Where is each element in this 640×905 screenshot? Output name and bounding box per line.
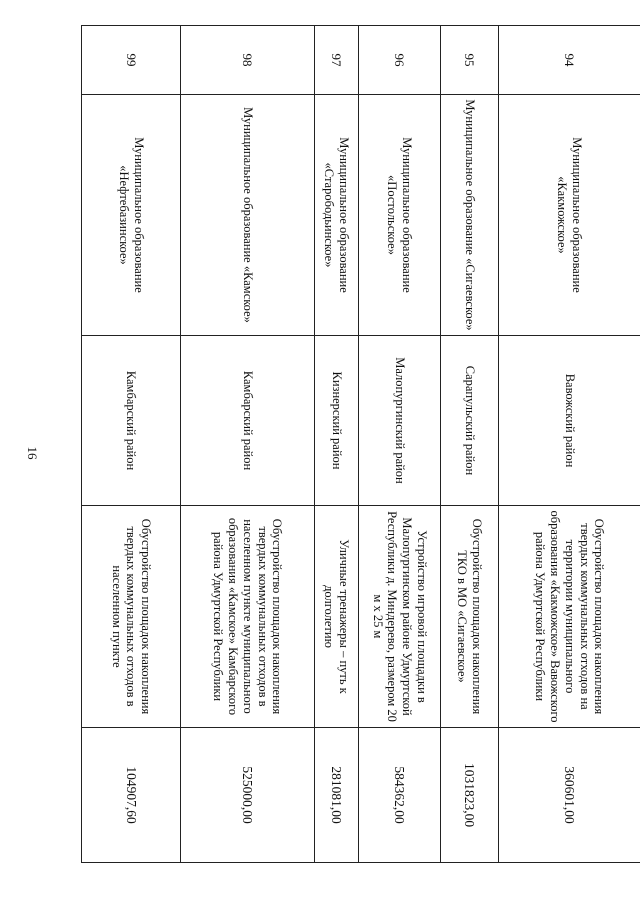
amount: 1031823,00 <box>441 728 499 863</box>
page-number: 16 <box>25 446 40 460</box>
municipality-name: Муниципальное образование «Старободьинское» <box>315 95 359 336</box>
municipality-name: Муниципальное образование «Нефтебазинское» <box>82 95 181 336</box>
project-description: Устройство игровой площадки в Малопургинском районе Удмуртской Республики д. Миндерево, размером 20 м х 25 м <box>359 506 441 728</box>
table-frame <box>82 25 640 862</box>
municipality-name: Муниципальное образование «Сигаевское» <box>441 95 499 336</box>
table-row <box>441 26 499 863</box>
row-number: 98 <box>181 26 315 95</box>
row-number: 99 <box>82 26 181 95</box>
amount: 360601,00 <box>499 728 640 863</box>
project-description: Обустройство площадок накопления твердых коммунальных отходов на территории муниципального образования «Какможское» Вавожского района Удмуртской Республики <box>499 506 640 728</box>
district-name: Камбарский район <box>181 336 315 506</box>
row-number: 97 <box>315 26 359 95</box>
amount: 584362,00 <box>359 728 441 863</box>
projects-table <box>81 25 640 863</box>
amount: 525000,00 <box>181 728 315 863</box>
project-description: Обустройство площадок накопления ТКО в МО «Сигаевское» <box>441 506 499 728</box>
district-name: Камбарский район <box>82 336 181 506</box>
table-row <box>82 26 181 863</box>
row-number: 96 <box>359 26 441 95</box>
table-row <box>181 26 315 863</box>
row-number: 95 <box>441 26 499 95</box>
table-row <box>359 26 441 863</box>
municipality-name: Муниципальное образование «Камское» <box>181 95 315 336</box>
row-number: 94 <box>499 26 640 95</box>
municipality-name: Муниципальное образование «Какможское» <box>499 95 640 336</box>
district-name: Кизнерский район <box>315 336 359 506</box>
project-description: Уличные тренажеры – путь к долголетию <box>315 506 359 728</box>
district-name: Вавожский район <box>499 336 640 506</box>
table-row <box>315 26 359 863</box>
table-row <box>499 26 640 863</box>
municipality-name: Муниципальное образование «Постольское» <box>359 95 441 336</box>
project-description: Обустройство площадок накопления твердых коммунальных отходов в населенном пункте <box>82 506 181 728</box>
amount: 104907,60 <box>82 728 181 863</box>
project-description: Обустройство площадок накопления твердых коммунальных отходов в населенном пункте муниципального образования «Камское» Камбарского района Удмуртской Республики <box>181 506 315 728</box>
table-area <box>82 25 640 828</box>
district-name: Малопургинский район <box>359 336 441 506</box>
district-name: Сарапульский район <box>441 336 499 506</box>
amount: 281081,00 <box>315 728 359 863</box>
